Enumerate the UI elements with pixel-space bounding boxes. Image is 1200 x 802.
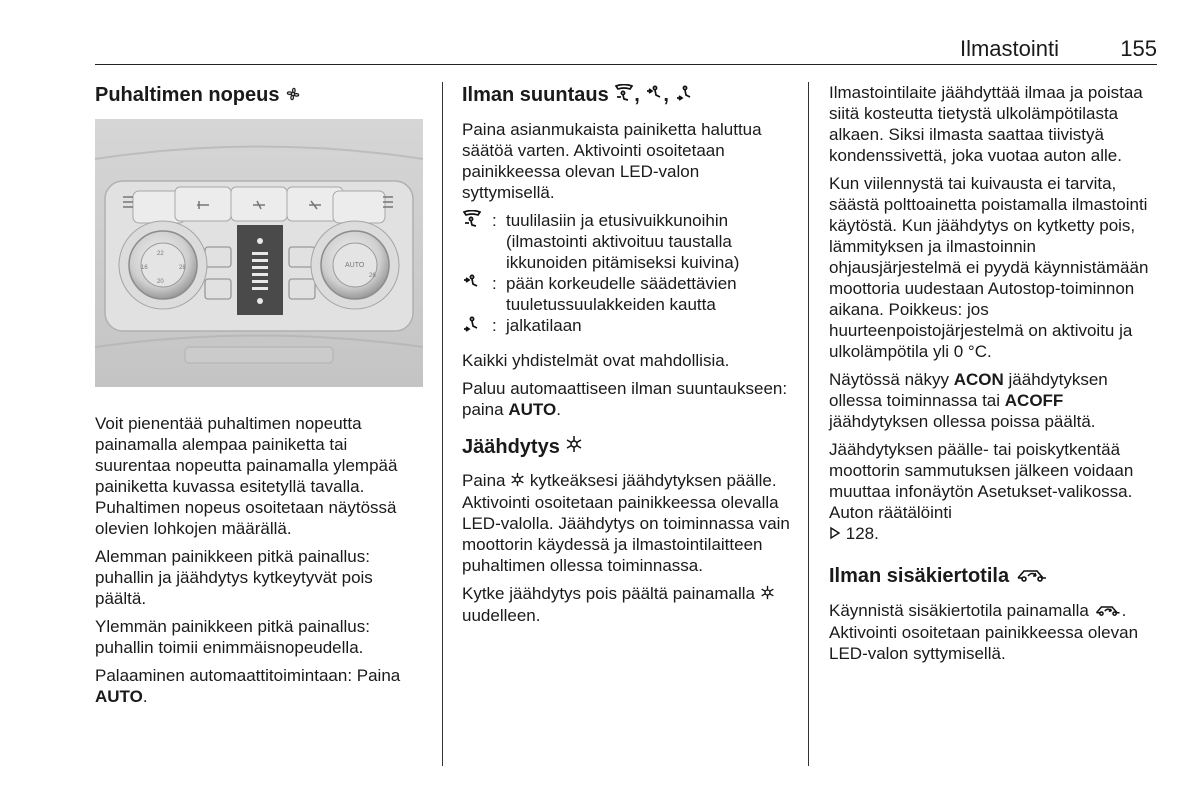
page-reference[interactable]: 128. — [845, 524, 879, 543]
recirculation-icon — [1015, 564, 1049, 590]
list-item: : jalkatilaan — [462, 315, 792, 338]
column-2 — [462, 82, 792, 633]
head-level-icon — [462, 273, 480, 296]
ac-paragraph-3: Näytössä näkyy ACON jäähdytyksen ollessa toiminnassa tai ACOFF jäähdytyksen ollessa poissa päältä. — [829, 370, 1108, 431]
direction-paragraph-1: Paina asianmukaista painiketta haluttua säätöä varten. Aktivointi osoitetaan painikkeessa olevan LED-valon syttymisellä. — [462, 119, 762, 202]
snowflake-icon — [510, 471, 525, 492]
fan-paragraph-3: Ylemmän painikkeen pitkä painallus: puhallin toimii enimmäisnopeudella. — [95, 616, 370, 657]
list-item: : pään korkeudelle säädettävien tuuletussuulakkeiden kautta — [462, 273, 792, 315]
section-title: Ilmastointi — [959, 36, 1059, 61]
footwell-icon — [462, 315, 480, 338]
fan-paragraph-1: Voit pienentää puhaltimen nopeutta painamalla alempaa painiketta tai suurentaa nopeutta painamalla ylempää painiketta kuvassa esitetyllä tavalla. Puhaltimen nopeus osoitetaan näytössä olevien lohkojen määrällä. — [95, 413, 398, 538]
snowflake-icon — [565, 434, 583, 460]
cooling-paragraph-2: Kytke jäähdytys pois päältä painamalla uudelleen. — [462, 583, 792, 626]
column-divider — [442, 82, 443, 766]
column-1 — [95, 82, 425, 714]
fan-paragraph-2: Alemman painikkeen pitkä painallus: puhallin ja jäähdytys kytkeytyvät pois päältä. — [95, 546, 373, 608]
column-3 — [829, 82, 1159, 671]
page-header — [95, 38, 1157, 65]
heading-air-distribution: Ilman suuntaus , , — [462, 82, 792, 109]
list-item: : tuulilasiin ja etusivuikkunoihin (ilmastointi aktivoituu taustalla ikkunoiden pitämiseksi kuivina) — [462, 210, 792, 273]
windshield-feet-icon — [462, 210, 482, 233]
ac-paragraph-1: Ilmastointilaite jäähdyttää ilmaa ja poistaa siitä kosteutta tietystä ulkolämpötilasta alkaen. Siksi ilmasta saattaa tiivistyä kondenssivettä, joka vuotaa auton alle. — [829, 83, 1143, 165]
left-knob-label: 28 — [179, 264, 186, 271]
heading-cooling: Jäähdytys — [462, 434, 792, 461]
snowflake-icon — [760, 584, 775, 605]
direction-paragraph-2: Kaikki yhdistelmät ovat mahdollisia. — [462, 350, 730, 370]
footwell-icon — [675, 83, 693, 109]
left-knob-label: 22 — [157, 250, 164, 257]
fan-paragraph-4: Palaaminen automaattitoimintaan: Paina AUTO. — [95, 665, 401, 706]
air-direction-list — [462, 210, 792, 338]
page-number: 155 — [1120, 36, 1157, 61]
page-reference-arrow-icon — [829, 524, 841, 545]
left-knob-label: 16 — [141, 264, 148, 271]
left-knob-label: 20 — [157, 278, 164, 285]
recirculation-paragraph: Käynnistä sisäkiertotila painamalla . Aktivointi osoitetaan painikkeessa olevan LED-valon syttymisellä. — [829, 600, 1139, 663]
ac-paragraph-4: Jäähdytyksen päälle- tai poiskytkentää moottorin sammutuksen jälkeen voidaan muuttaa infonäytön Asetukset-valikossa. Auton räätälöinti 128. — [829, 439, 1159, 545]
head-level-icon — [645, 83, 663, 109]
right-knob-label: 26 — [369, 272, 376, 279]
cooling-paragraph-1: Paina kytkeäksesi jäähdytyksen päälle. Aktivointi osoitetaan painikkeessa olevalla LED-valolla. Jäähdytys on toiminnassa vain moottorin käydessä ja ilmastointilaitteen puhaltimen ollessa toiminnassa. — [462, 471, 790, 576]
heading-fan-speed: Puhaltimen nopeus — [95, 82, 425, 109]
heading-recirculation: Ilman sisäkiertotila — [829, 563, 1159, 590]
right-knob-label: AUTO — [345, 261, 365, 269]
fan-icon — [285, 83, 301, 109]
direction-paragraph-3: Paluu automaattiseen ilman suuntaukseen: paina AUTO. — [462, 378, 788, 419]
windshield-feet-icon — [614, 83, 634, 109]
recirculation-icon — [1094, 601, 1122, 622]
column-divider — [808, 82, 809, 766]
climate-panel-image — [95, 119, 423, 387]
ac-paragraph-2: Kun viilennystä tai kuivausta ei tarvita, säästä polttoainetta poistamalla ilmastointi käytöstä. Kun jäähdytys on kytketty pois, lämmityksen ja ilmastoinnin ohjausjärjestelmä ei pyydä käynnistämään moottoria uudestaan Autostop-toiminnon aikana. Poikkeus: jos huurteenpoistojärjestelmä on aktivoitu ja ulkolämpötila yli 0 °C. — [829, 174, 1149, 361]
